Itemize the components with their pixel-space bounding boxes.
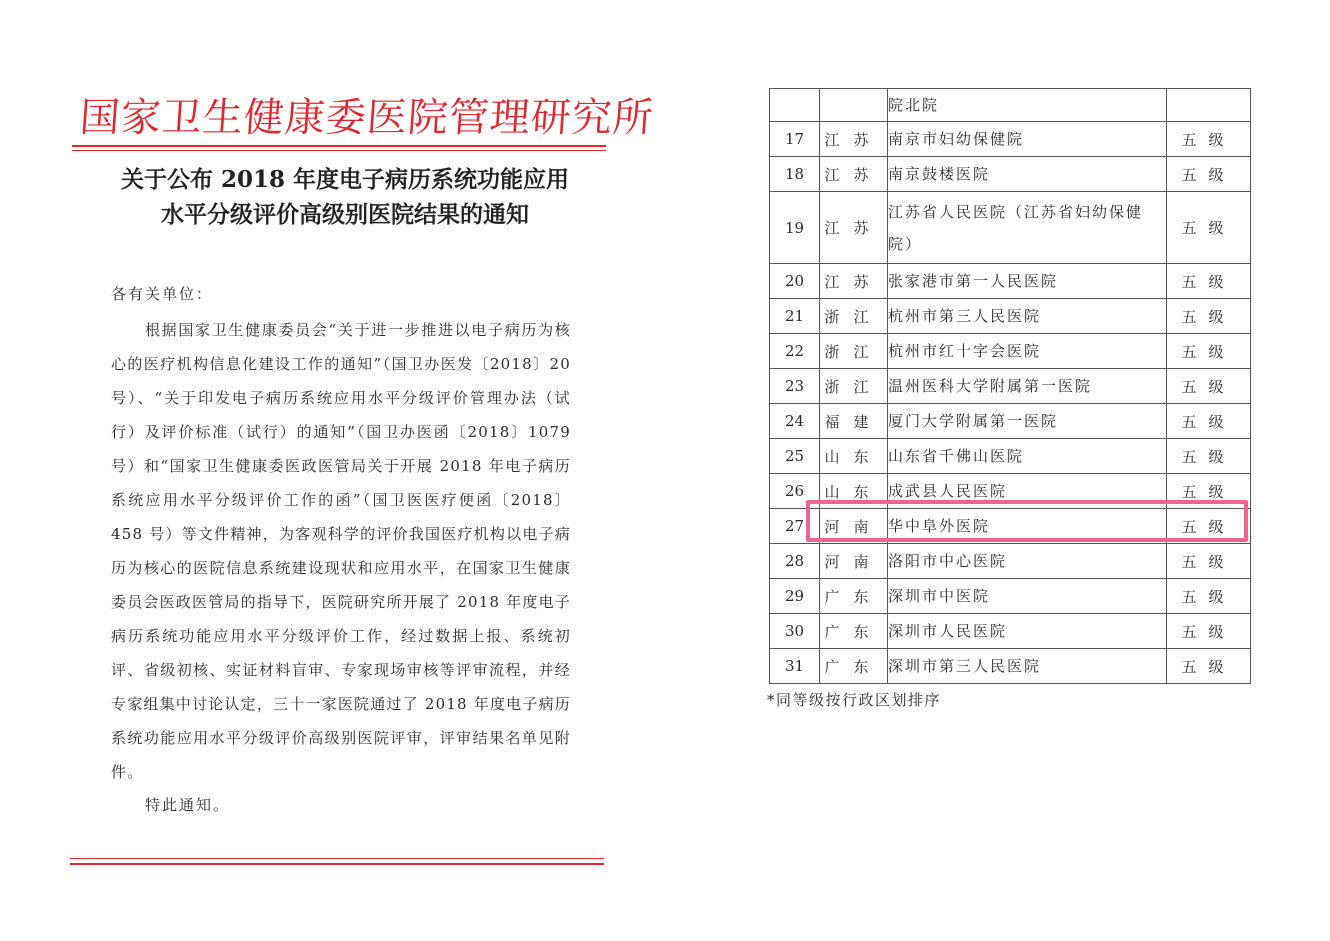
row-number: 26 — [770, 474, 820, 509]
level-cell: 五级 — [1167, 509, 1251, 544]
province-cell: 浙江 — [820, 369, 888, 404]
hospital-name-cell: 杭州市第三人民医院 — [888, 299, 1167, 334]
hospital-name-cell: 南京市妇幼保健院 — [888, 122, 1167, 157]
level-cell: 五级 — [1167, 579, 1251, 614]
row-number: 23 — [770, 369, 820, 404]
row-number: 30 — [770, 614, 820, 649]
organization-header: 国家卫生健康委医院管理研究所 — [78, 95, 656, 141]
hospital-name-cell: 成武县人民医院 — [888, 474, 1167, 509]
province-cell: 广东 — [820, 579, 888, 614]
hospital-name-cell: 杭州市红十字会医院 — [888, 334, 1167, 369]
table-row — [770, 264, 1251, 299]
hospital-name-cell: 山东省千佛山医院 — [888, 439, 1167, 474]
hospital-name-cell: 厦门大学附属第一医院 — [888, 404, 1167, 439]
level-cell: 五级 — [1167, 474, 1251, 509]
table-row — [770, 334, 1251, 369]
level-cell: 五级 — [1167, 264, 1251, 299]
body-paragraph: 根据国家卫生健康委员会“关于进一步推进以电子病历为核心的医疗机构信息化建设工作的通知”（国卫办医发〔2018〕20 号）、“关于印发电子病历系统应用水平分级评价管理办法（试行）及评价标准（试行）的通知”（国卫办医函〔2018〕1079 号）和“国家卫生健康委医政医管局关于开展 2018 年电子病历系统应用水平分级评价工作的函”（国卫医医疗便函〔2018〕458 号）等文件精神，为客观科学的评价我国医疗机构以电子病历为核心的医院信息系统建设现状和应用水平，在国家卫生健康委员会医政医管局的指导下，医院研究所开展了 2018 年度电子病历系统功能应用水平分级评价工作，经过数据上报、系统初评、省级初核、实证材料盲审、专家现场审核等评审流程，并经专家组集中讨论认定，三十一家医院通过了 2018 年度电子病历系统功能应用水平分级评价高级别医院评审，评审结果名单见附件。 — [111, 321, 571, 781]
table-row — [770, 192, 1251, 264]
table-row — [770, 579, 1251, 614]
hospital-name-cell: 深圳市中医院 — [888, 579, 1167, 614]
row-number: 21 — [770, 299, 820, 334]
table-row — [770, 299, 1251, 334]
hospital-name-cell: 南京鼓楼医院 — [888, 157, 1167, 192]
province-cell: 山东 — [820, 474, 888, 509]
row-number: 31 — [770, 649, 820, 684]
hospital-name-cell: 深圳市第三人民医院 — [888, 649, 1167, 684]
level-cell: 五级 — [1167, 404, 1251, 439]
level-cell: 五级 — [1167, 334, 1251, 369]
footer-rule-top — [70, 858, 604, 859]
province-cell: 江苏 — [820, 122, 888, 157]
table-row — [770, 544, 1251, 579]
level-cell: 五级 — [1167, 157, 1251, 192]
level-cell: 五级 — [1167, 614, 1251, 649]
row-number: 24 — [770, 404, 820, 439]
header-rule-top — [72, 145, 606, 147]
table-row — [770, 404, 1251, 439]
province-cell: 江苏 — [820, 264, 888, 299]
notice-title-line-1: 关于公布 2018 年度电子病历系统功能应用 — [120, 166, 570, 193]
right-page — [665, 0, 1330, 941]
row-number: 17 — [770, 122, 820, 157]
province-cell — [820, 89, 888, 122]
hospital-name-cell: 江苏省人民医院（江苏省妇幼保健院） — [888, 192, 1167, 264]
row-number: 20 — [770, 264, 820, 299]
level-cell: 五级 — [1167, 649, 1251, 684]
hospital-name-cell: 院北院 — [888, 89, 1167, 122]
province-cell: 山东 — [820, 439, 888, 474]
table-row — [770, 614, 1251, 649]
row-number: 22 — [770, 334, 820, 369]
table-row — [770, 157, 1251, 192]
level-cell: 五级 — [1167, 192, 1251, 264]
hospital-name-cell: 深圳市人民医院 — [888, 614, 1167, 649]
notice-title-line-2: 水平分级评价高级别医院结果的通知 — [161, 201, 529, 228]
table-row — [770, 89, 1251, 122]
level-cell: 五级 — [1167, 369, 1251, 404]
province-cell: 浙江 — [820, 334, 888, 369]
province-cell: 河南 — [820, 509, 888, 544]
hospital-name-cell: 温州医科大学附属第一医院 — [888, 369, 1167, 404]
province-cell: 浙江 — [820, 299, 888, 334]
row-number: 25 — [770, 439, 820, 474]
closing-line: 特此通知。 — [145, 796, 231, 814]
level-cell — [1167, 89, 1251, 122]
highlight-box-row-27 — [806, 500, 1248, 542]
header-rule-bottom — [72, 150, 606, 151]
row-number: 27 — [770, 509, 820, 544]
row-number: 29 — [770, 579, 820, 614]
level-cell: 五级 — [1167, 299, 1251, 334]
province-cell: 河南 — [820, 544, 888, 579]
hospital-name-cell: 华中阜外医院 — [888, 509, 1167, 544]
row-number: 28 — [770, 544, 820, 579]
footer-rule-bottom — [70, 863, 604, 865]
row-number: 19 — [770, 192, 820, 264]
sort-footnote: *同等级按行政区划排序 — [767, 691, 942, 709]
salutation: 各有关单位： — [111, 285, 214, 303]
table-row — [770, 439, 1251, 474]
hospital-list-table — [769, 88, 1251, 684]
province-cell: 江苏 — [820, 192, 888, 264]
table-row — [770, 649, 1251, 684]
notice-title — [110, 162, 580, 232]
province-cell: 江苏 — [820, 157, 888, 192]
hospital-name-cell: 张家港市第一人民医院 — [888, 264, 1167, 299]
province-cell: 福建 — [820, 404, 888, 439]
row-number: 18 — [770, 157, 820, 192]
province-cell: 广东 — [820, 614, 888, 649]
hospital-name-cell: 洛阳市中心医院 — [888, 544, 1167, 579]
level-cell: 五级 — [1167, 544, 1251, 579]
level-cell: 五级 — [1167, 439, 1251, 474]
table-row — [770, 369, 1251, 404]
level-cell: 五级 — [1167, 122, 1251, 157]
table-row — [770, 122, 1251, 157]
row-number — [770, 89, 820, 122]
province-cell: 广东 — [820, 649, 888, 684]
notice-body — [111, 313, 571, 789]
